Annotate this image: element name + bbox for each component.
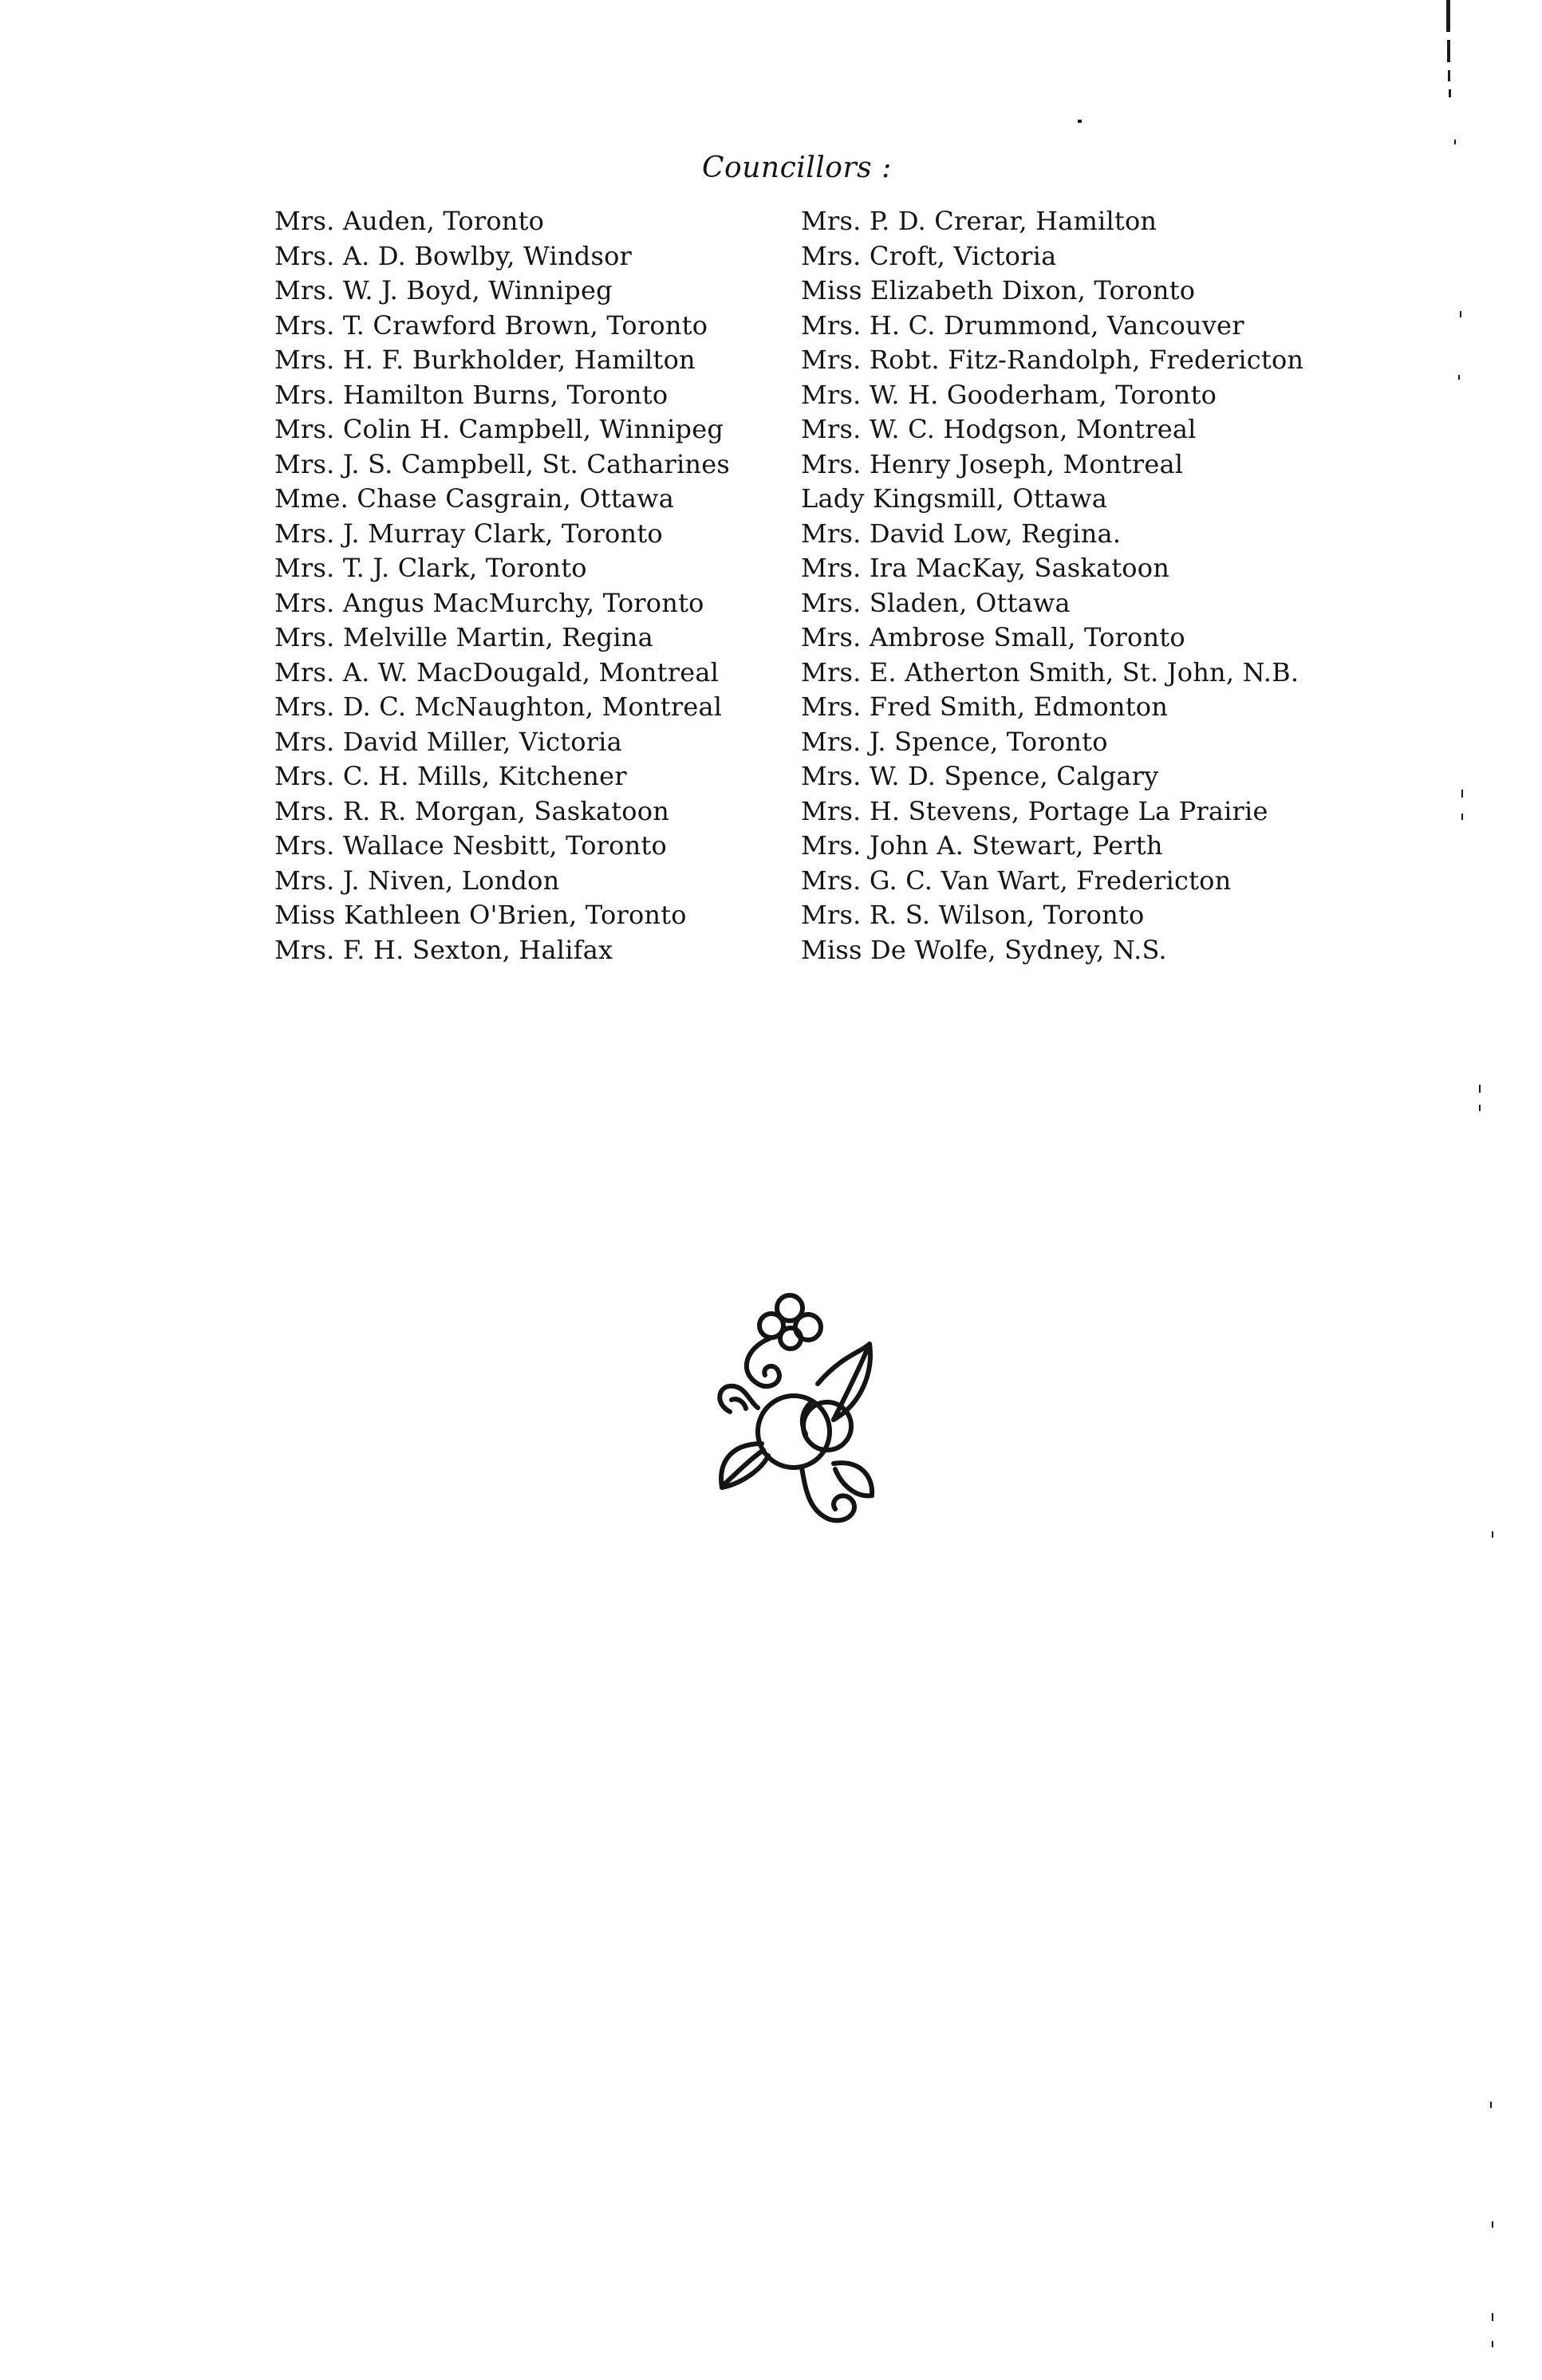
list-item: Mrs. J. S. Campbell, St. Catharines [274, 448, 730, 479]
list-item: Mrs. Ira MacKay, Saskatoon [801, 553, 1170, 583]
list-item: Mrs. E. Atherton Smith, St. John, N.B. [801, 656, 1299, 688]
list-item: Mrs. Wallace Nesbitt, Toronto [274, 830, 667, 861]
list-item: Mrs. Melville Martin, Regina [274, 622, 653, 652]
list-item: Mrs. Auden, Toronto [274, 206, 545, 236]
list-item: Mrs. J. Spence, Toronto [801, 726, 1108, 757]
list-item: Mrs. J. Niven, London [274, 865, 560, 896]
list-item: Mrs. H. C. Drummond, Vancouver [801, 309, 1244, 341]
list-item: Mrs. John A. Stewart, Perth [801, 830, 1163, 861]
list-item: Mme. Chase Casgrain, Ottawa [274, 483, 675, 514]
list-item: Mrs. T. J. Clark, Toronto [274, 553, 587, 583]
list-item: Miss Elizabeth Dixon, Toronto [801, 275, 1196, 305]
councillors-left-column [274, 204, 730, 967]
list-item: Mrs. David Miller, Victoria [274, 726, 622, 757]
list-item: Mrs. A. W. MacDougald, Montreal [274, 656, 720, 688]
list-item: Mrs. Robt. Fitz-Randolph, Fredericton [801, 345, 1304, 375]
list-item: Mrs. W. H. Gooderham, Toronto [801, 379, 1217, 410]
list-item: Mrs. Ambrose Small, Toronto [801, 622, 1185, 652]
list-item: Mrs. Fred Smith, Edmonton [801, 692, 1169, 722]
list-item: Mrs. D. C. McNaughton, Montreal [274, 692, 723, 722]
list-item: Mrs. H. F. Burkholder, Hamilton [274, 345, 696, 375]
list-item: Mrs. P. D. Crerar, Hamilton [801, 206, 1157, 236]
list-item: Miss Kathleen O'Brien, Toronto [274, 900, 687, 930]
list-item: Mrs. Angus MacMurchy, Toronto [274, 587, 704, 618]
list-item: Mrs. W. J. Boyd, Winnipeg [274, 275, 613, 305]
list-item: Mrs. Henry Joseph, Montreal [801, 448, 1184, 479]
list-item: Mrs. G. C. Van Wart, Fredericton [801, 865, 1232, 896]
list-item: Mrs. H. Stevens, Portage La Prairie [801, 795, 1268, 826]
list-item: Lady Kingsmill, Ottawa [801, 483, 1108, 514]
list-item: Mrs. C. H. Mills, Kitchener [274, 761, 627, 791]
list-item: Mrs. T. Crawford Brown, Toronto [274, 309, 708, 341]
list-item: Miss De Wolfe, Sydney, N.S. [801, 934, 1167, 965]
list-item: Mrs. W. C. Hodgson, Montreal [801, 414, 1197, 444]
list-item: Mrs. Hamilton Burns, Toronto [274, 379, 668, 410]
list-item: Mrs. Colin H. Campbell, Winnipeg [274, 414, 724, 444]
list-item: Mrs. David Low, Regina. [801, 518, 1122, 549]
floral-ornament-icon [714, 1292, 881, 1531]
list-item: Mrs. F. H. Sexton, Halifax [274, 934, 613, 965]
councillors-right-column [801, 204, 1303, 967]
list-item: Mrs. A. D. Bowlby, Windsor [274, 240, 633, 271]
section-heading: Councillors : [702, 152, 892, 184]
list-item: Mrs. Sladen, Ottawa [801, 587, 1071, 618]
list-item: Mrs. R. R. Morgan, Saskatoon [274, 795, 670, 826]
list-item: Mrs. W. D. Spence, Calgary [801, 761, 1159, 791]
list-item: Mrs. R. S. Wilson, Toronto [801, 900, 1145, 930]
list-item: Mrs. Croft, Victoria [801, 240, 1057, 271]
list-item: Mrs. J. Murray Clark, Toronto [274, 518, 663, 549]
